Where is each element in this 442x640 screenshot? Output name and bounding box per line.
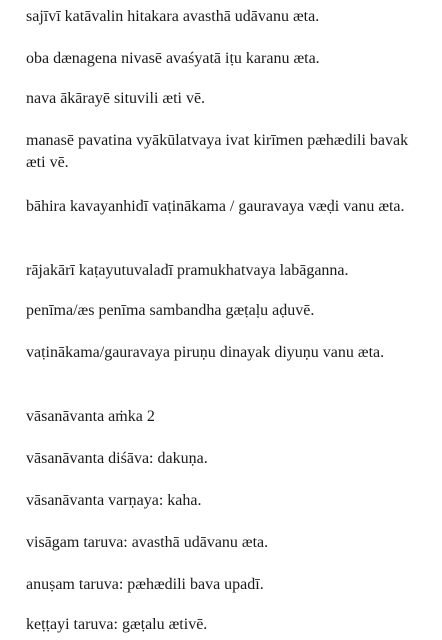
paragraph-13: anuṣam taruva: pæhædili bava upadī. [26, 576, 264, 593]
paragraph-11: vāsanāvanta varṇaya: kaha. [26, 492, 202, 509]
paragraph-7: penīma/æs penīma sambandha gæṭaḷu aḍuvē. [26, 302, 315, 319]
paragraph-4: manasē pavatina vyākūlatvaya ivat kirīmen pæhædili bavak æti vē. [26, 132, 409, 171]
paragraph-5: bāhira kavayanhidī vaṭinākama / gauravaya væḍi vanu æta. [26, 198, 405, 215]
paragraph-6: rājakārī kaṭayutuvaladī pramukhatvaya labāganna. [26, 262, 349, 279]
paragraph-14: keṭṭayi taruva: gæṭalu ætivē. [26, 616, 208, 633]
paragraph-1: sajīvī katāvalin hitakara avasthā udāvanu æta. [26, 8, 320, 25]
paragraph-12: visāgam taruva: avasthā udāvanu æta. [26, 534, 269, 551]
paragraph-10: vāsanāvanta diśāva: dakuṇa. [26, 450, 208, 467]
paragraph-8: vaṭinākama/gauravaya piruṇu dinayak diyuṇu vanu æta. [26, 344, 385, 361]
paragraph-2: oba dænagena nivasē avaśyatā iṭu karanu æta. [26, 50, 320, 67]
paragraph-9: vāsanāvanta aṁka 2 [26, 408, 155, 425]
paragraph-3: nava ākārayē situvili æti vē. [26, 90, 206, 107]
